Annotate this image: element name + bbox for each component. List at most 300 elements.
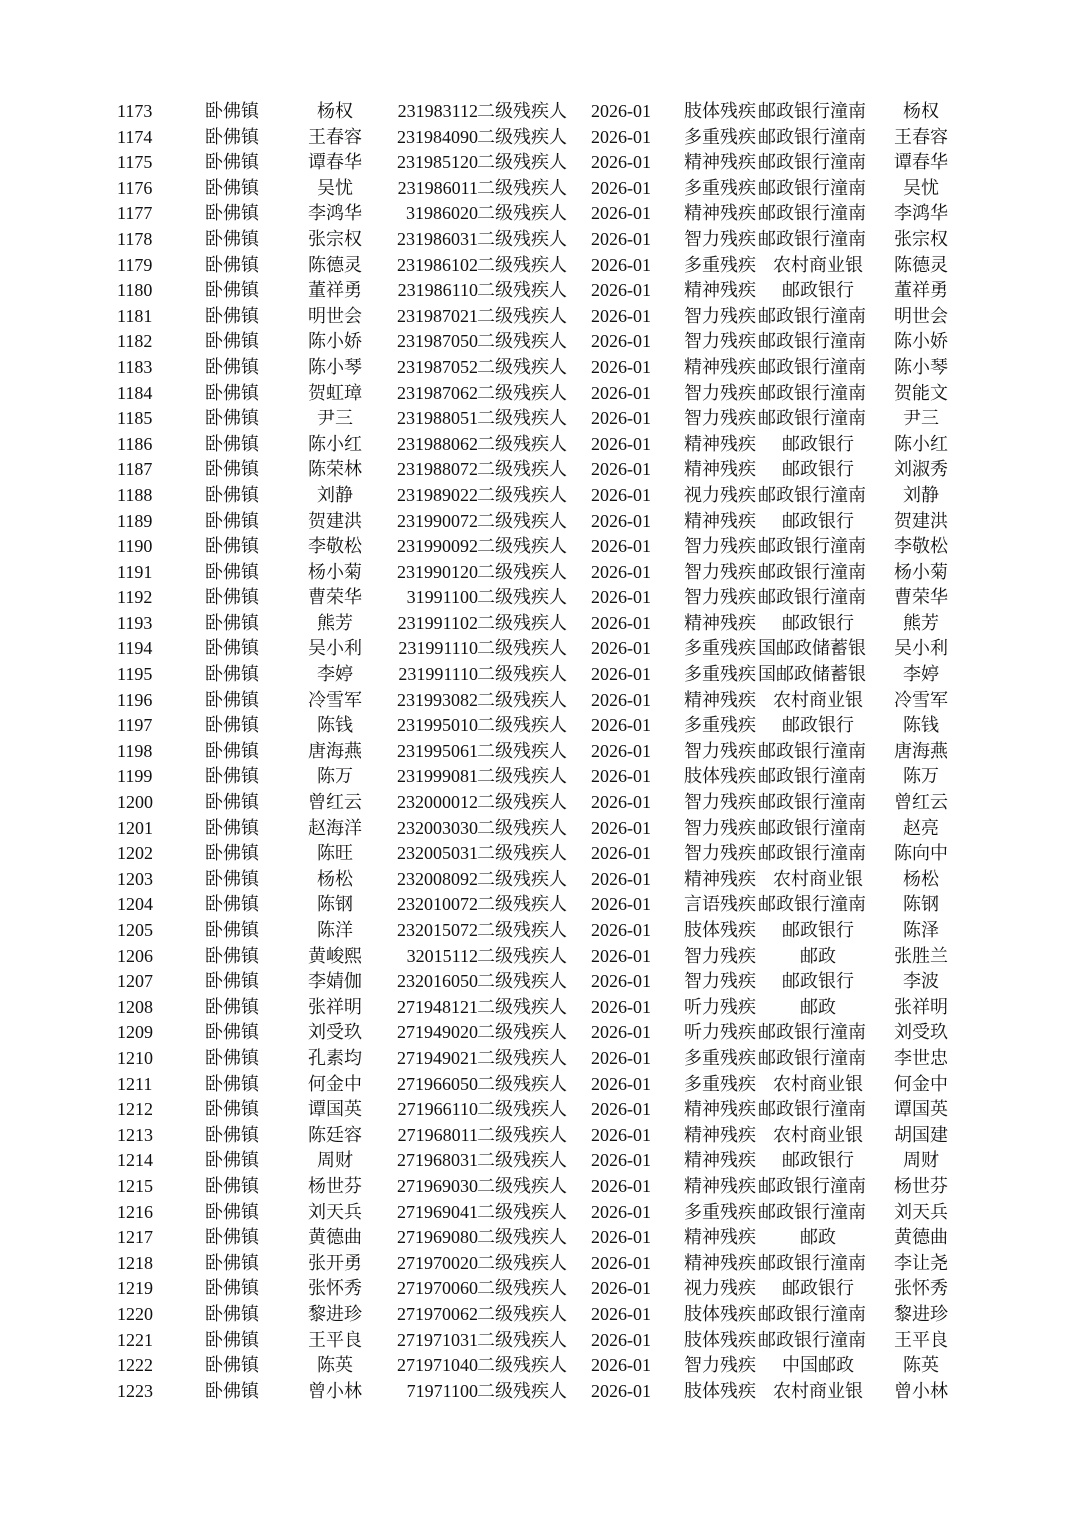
name-cell: 熊芳 (317, 612, 353, 634)
month-cell: 2026-01 (591, 766, 651, 787)
disability-type-cell: 精神残疾 (684, 280, 756, 302)
row-number-cell: 1177 (117, 203, 153, 224)
bank-cell: 农村商业银 (773, 689, 863, 711)
bank-cell: 邮政银行潼南 (758, 1329, 866, 1351)
name-cell: 何金中 (308, 1073, 362, 1095)
name-cell: 陈德灵 (308, 254, 362, 276)
township-cell: 卧佛镇 (205, 1252, 259, 1274)
table-row (0, 1328, 1075, 1354)
name-cell: 杨世芬 (308, 1175, 362, 1197)
bank-cell: 邮政 (800, 945, 836, 967)
name-cell: 谭国英 (308, 1099, 362, 1121)
disability-type-cell: 智力残疾 (684, 228, 756, 250)
township-cell: 卧佛镇 (205, 612, 259, 634)
table-row (0, 944, 1075, 970)
bank-cell: 邮政银行潼南 (758, 817, 866, 839)
month-cell: 2026-01 (591, 561, 651, 582)
disability-grade-cell: 二级残疾人 (477, 1252, 567, 1274)
township-cell: 卧佛镇 (205, 740, 259, 762)
row-number-cell: 1176 (117, 177, 153, 198)
name-cell: 王春容 (308, 126, 362, 148)
row-number-cell: 1184 (117, 382, 153, 403)
id-number-cell: 271969080 (397, 1227, 478, 1248)
disability-type-cell: 肢体残疾 (684, 1329, 756, 1351)
name-cell: 陈钱 (317, 715, 353, 737)
township-cell: 卧佛镇 (205, 561, 259, 583)
recipient-cell: 杨小菊 (894, 561, 948, 583)
disability-type-cell: 精神残疾 (684, 459, 756, 481)
disability-type-cell: 多重残疾 (684, 1047, 756, 1069)
name-cell: 张宗权 (308, 228, 362, 250)
row-number-cell: 1210 (117, 1047, 153, 1068)
id-number-cell: 271966050 (397, 1073, 478, 1094)
recipient-cell: 李婷 (903, 664, 939, 686)
disability-type-cell: 智力残疾 (684, 536, 756, 558)
row-number-cell: 1186 (117, 433, 153, 454)
month-cell: 2026-01 (591, 894, 651, 915)
disability-grade-cell: 二级残疾人 (477, 101, 567, 122)
disability-grade-cell: 二级残疾人 (477, 305, 567, 327)
name-cell: 杨权 (317, 101, 353, 122)
table-row (0, 1302, 1075, 1328)
disability-grade-cell: 二级残疾人 (477, 1073, 567, 1095)
disability-grade-cell: 二级残疾人 (477, 1201, 567, 1223)
township-cell: 卧佛镇 (205, 408, 259, 430)
bank-cell: 中国邮政 (782, 1355, 854, 1377)
recipient-cell: 陈德灵 (894, 254, 948, 276)
recipient-cell: 黎进珍 (894, 1303, 948, 1325)
row-number-cell: 1204 (117, 894, 153, 915)
table-row (0, 457, 1075, 483)
disability-type-cell: 智力残疾 (684, 792, 756, 814)
disability-type-cell: 智力残疾 (684, 408, 756, 430)
name-cell: 刘受玖 (308, 1022, 362, 1044)
disability-grade-cell: 二级残疾人 (477, 843, 567, 865)
disability-grade-cell: 二级残疾人 (477, 664, 567, 686)
month-cell: 2026-01 (591, 996, 651, 1017)
name-cell: 谭春华 (308, 152, 362, 174)
id-number-cell: 231991110 (398, 638, 478, 659)
bank-cell: 农村商业银 (773, 1073, 863, 1095)
id-number-cell: 231990120 (397, 561, 478, 582)
month-cell: 2026-01 (591, 792, 651, 813)
bank-cell: 农村商业银 (773, 254, 863, 276)
month-cell: 2026-01 (591, 126, 651, 147)
recipient-cell: 曾红云 (894, 792, 948, 814)
disability-type-cell: 精神残疾 (684, 612, 756, 634)
recipient-cell: 陈万 (903, 766, 939, 788)
row-number-cell: 1215 (117, 1175, 153, 1196)
table-row (0, 1123, 1075, 1149)
month-cell: 2026-01 (591, 612, 651, 633)
id-number-cell: 232005031 (397, 843, 478, 864)
name-cell: 曾红云 (308, 792, 362, 814)
name-cell: 陈英 (317, 1355, 353, 1377)
month-cell: 2026-01 (591, 254, 651, 275)
recipient-cell: 黄德曲 (894, 1227, 948, 1249)
name-cell: 李婧伽 (308, 971, 362, 993)
disability-grade-cell: 二级残疾人 (477, 945, 567, 967)
month-cell: 2026-01 (591, 510, 651, 531)
bank-cell: 国邮政储蓄银 (758, 664, 866, 686)
row-number-cell: 1202 (117, 843, 153, 864)
bank-cell: 邮政银行潼南 (758, 305, 866, 327)
disability-grade-cell: 二级残疾人 (477, 971, 567, 993)
recipient-cell: 李世忠 (894, 1047, 948, 1069)
disability-type-cell: 精神残疾 (684, 1124, 756, 1146)
month-cell: 2026-01 (591, 356, 651, 377)
disability-grade-cell: 二级残疾人 (477, 1380, 567, 1402)
row-number-cell: 1222 (117, 1355, 153, 1376)
id-number-cell: 231986011 (397, 177, 478, 198)
table-row (0, 918, 1075, 944)
name-cell: 孔素均 (308, 1047, 362, 1069)
name-cell: 陈钢 (317, 894, 353, 916)
township-cell: 卧佛镇 (205, 484, 259, 506)
bank-cell: 邮政银行 (782, 971, 854, 993)
row-number-cell: 1207 (117, 971, 153, 992)
month-cell: 2026-01 (591, 459, 651, 480)
month-cell: 2026-01 (591, 331, 651, 352)
row-number-cell: 1217 (117, 1227, 153, 1248)
bank-cell: 邮政 (800, 1227, 836, 1249)
table-row (0, 662, 1075, 688)
table-row (0, 483, 1075, 509)
township-cell: 卧佛镇 (205, 305, 259, 327)
disability-grade-cell: 二级残疾人 (477, 868, 567, 890)
month-cell: 2026-01 (591, 536, 651, 557)
month-cell: 2026-01 (591, 177, 651, 198)
recipient-cell: 李波 (903, 971, 939, 993)
id-number-cell: 231995010 (397, 715, 478, 736)
recipient-cell: 谭春华 (894, 152, 948, 174)
disability-grade-cell: 二级残疾人 (477, 484, 567, 506)
bank-cell: 邮政银行潼南 (758, 1252, 866, 1274)
month-cell: 2026-01 (591, 664, 651, 685)
month-cell: 2026-01 (591, 1380, 651, 1401)
recipient-cell: 刘淑秀 (894, 459, 948, 481)
id-number-cell: 31986020 (406, 203, 478, 224)
recipient-cell: 董祥勇 (894, 280, 948, 302)
disability-type-cell: 智力残疾 (684, 971, 756, 993)
row-number-cell: 1201 (117, 817, 153, 838)
name-cell: 尹三 (317, 408, 353, 430)
name-cell: 李敬松 (308, 536, 362, 558)
township-cell: 卧佛镇 (205, 945, 259, 967)
month-cell: 2026-01 (591, 1303, 651, 1324)
disability-grade-cell: 二级残疾人 (477, 920, 567, 941)
month-cell: 2026-01 (591, 1099, 651, 1120)
recipient-cell: 陈小红 (894, 433, 948, 455)
row-number-cell: 1182 (117, 331, 153, 352)
disability-type-cell: 精神残疾 (684, 689, 756, 711)
row-number-cell: 1178 (117, 228, 153, 249)
row-number-cell: 1183 (117, 356, 153, 377)
township-cell: 卧佛镇 (205, 331, 259, 353)
disability-grade-cell: 二级残疾人 (477, 612, 567, 634)
disability-type-cell: 听力残疾 (684, 1022, 756, 1044)
recipient-cell: 吴小利 (894, 638, 948, 660)
month-cell: 2026-01 (591, 920, 651, 940)
id-number-cell: 231986031 (397, 228, 478, 249)
disability-type-cell: 多重残疾 (684, 715, 756, 737)
disability-grade-cell: 二级残疾人 (477, 126, 567, 148)
disability-type-cell: 肢体残疾 (684, 101, 756, 122)
name-cell: 贺建洪 (308, 510, 362, 532)
recipient-cell: 王平良 (894, 1329, 948, 1351)
disability-grade-cell: 二级残疾人 (477, 1329, 567, 1351)
id-number-cell: 232008092 (397, 868, 478, 889)
id-number-cell: 231987050 (397, 331, 478, 352)
disability-grade-cell: 二级残疾人 (477, 1175, 567, 1197)
disability-type-cell: 肢体残疾 (684, 1380, 756, 1402)
disability-grade-cell: 二级残疾人 (477, 1278, 567, 1300)
township-cell: 卧佛镇 (205, 587, 259, 609)
disability-type-cell: 精神残疾 (684, 152, 756, 174)
row-number-cell: 1197 (117, 715, 153, 736)
disability-type-cell: 精神残疾 (684, 1227, 756, 1249)
disability-grade-cell: 二级残疾人 (477, 331, 567, 353)
row-number-cell: 1223 (117, 1380, 153, 1401)
disability-type-cell: 智力残疾 (684, 817, 756, 839)
name-cell: 张怀秀 (308, 1278, 362, 1300)
row-number-cell: 1216 (117, 1201, 153, 1222)
id-number-cell: 232016050 (397, 971, 478, 992)
recipient-cell: 周财 (903, 1150, 939, 1172)
disability-grade-cell: 二级残疾人 (477, 996, 567, 1018)
table-row (0, 560, 1075, 586)
recipient-cell: 贺建洪 (894, 510, 948, 532)
disability-type-cell: 精神残疾 (684, 356, 756, 378)
name-cell: 陈小红 (308, 433, 362, 455)
table-row (0, 1097, 1075, 1123)
table-row (0, 253, 1075, 279)
month-cell: 2026-01 (591, 484, 651, 505)
bank-cell: 邮政银行潼南 (758, 1303, 866, 1325)
table-row (0, 1353, 1075, 1379)
bank-cell: 农村商业银 (773, 1124, 863, 1146)
row-number-cell: 1203 (117, 868, 153, 889)
row-number-cell: 1194 (117, 638, 153, 659)
table-row (0, 995, 1075, 1021)
month-cell: 2026-01 (591, 1175, 651, 1196)
disability-grade-cell: 二级残疾人 (477, 1303, 567, 1325)
month-cell: 2026-01 (591, 843, 651, 864)
recipient-cell: 陈小娇 (894, 331, 948, 353)
id-number-cell: 271971031 (397, 1329, 478, 1350)
township-cell: 卧佛镇 (205, 1329, 259, 1351)
recipient-cell: 尹三 (903, 408, 939, 430)
disability-grade-cell: 二级残疾人 (477, 177, 567, 199)
disability-grade-cell: 二级残疾人 (477, 1099, 567, 1121)
disability-type-cell: 智力残疾 (684, 945, 756, 967)
month-cell: 2026-01 (591, 1124, 651, 1145)
month-cell: 2026-01 (591, 971, 651, 992)
row-number-cell: 1189 (117, 510, 153, 531)
table-row (0, 1148, 1075, 1174)
township-cell: 卧佛镇 (205, 868, 259, 890)
bank-cell: 邮政银行潼南 (758, 228, 866, 250)
name-cell: 陈小娇 (308, 331, 362, 353)
recipient-cell: 陈钱 (903, 715, 939, 737)
bank-cell: 邮政银行 (782, 1278, 854, 1300)
table-row (0, 688, 1075, 714)
name-cell: 李婷 (317, 664, 353, 686)
name-cell: 陈旺 (317, 843, 353, 865)
bank-cell: 邮政银行潼南 (758, 894, 866, 916)
id-number-cell: 271949021 (397, 1047, 478, 1068)
month-cell: 2026-01 (591, 1227, 651, 1248)
row-number-cell: 1179 (117, 254, 153, 275)
id-number-cell: 271948121 (397, 996, 478, 1017)
disability-type-cell: 多重残疾 (684, 638, 756, 660)
id-number-cell: 231986110 (397, 280, 478, 301)
disability-grade-cell: 二级残疾人 (477, 356, 567, 378)
name-cell: 曾小林 (308, 1380, 362, 1402)
table-row (0, 509, 1075, 535)
recipient-cell: 杨权 (903, 101, 939, 122)
month-cell: 2026-01 (591, 101, 651, 121)
id-number-cell: 271968011 (397, 1124, 478, 1145)
recipient-cell: 刘受玖 (894, 1022, 948, 1044)
bank-cell: 邮政银行潼南 (758, 331, 866, 353)
bank-cell: 邮政 (800, 996, 836, 1018)
row-number-cell: 1221 (117, 1329, 153, 1350)
township-cell: 卧佛镇 (205, 1150, 259, 1172)
recipient-cell: 李鸿华 (894, 203, 948, 225)
bank-cell: 邮政银行潼南 (758, 382, 866, 404)
row-number-cell: 1195 (117, 664, 153, 685)
name-cell: 吴忧 (317, 177, 353, 199)
table-row (0, 1200, 1075, 1226)
township-cell: 卧佛镇 (205, 1201, 259, 1223)
id-number-cell: 231986102 (397, 254, 478, 275)
township-cell: 卧佛镇 (205, 1022, 259, 1044)
table-row (0, 764, 1075, 790)
name-cell: 冷雪军 (308, 689, 362, 711)
month-cell: 2026-01 (591, 382, 651, 403)
id-number-cell: 231991110 (398, 664, 478, 685)
id-number-cell: 231989022 (397, 484, 478, 505)
month-cell: 2026-01 (591, 1022, 651, 1043)
month-cell: 2026-01 (591, 433, 651, 454)
recipient-cell: 曹荣华 (894, 587, 948, 609)
id-number-cell: 231984090 (397, 126, 478, 147)
recipient-cell: 何金中 (894, 1073, 948, 1095)
bank-cell: 邮政银行 (782, 510, 854, 532)
id-number-cell: 232003030 (397, 817, 478, 838)
table-row (0, 790, 1075, 816)
name-cell: 黄德曲 (308, 1227, 362, 1249)
disability-type-cell: 视力残疾 (684, 1278, 756, 1300)
township-cell: 卧佛镇 (205, 177, 259, 199)
name-cell: 杨小菊 (308, 561, 362, 583)
row-number-cell: 1206 (117, 945, 153, 966)
disability-type-cell: 肢体残疾 (684, 1303, 756, 1325)
bank-cell: 国邮政储蓄银 (758, 638, 866, 660)
row-number-cell: 1214 (117, 1150, 153, 1171)
table-row (0, 1072, 1075, 1098)
name-cell: 陈万 (317, 766, 353, 788)
id-number-cell: 271970060 (397, 1278, 478, 1299)
disability-type-cell: 智力残疾 (684, 587, 756, 609)
disability-grade-cell: 二级残疾人 (477, 228, 567, 250)
township-cell: 卧佛镇 (205, 254, 259, 276)
id-number-cell: 271970062 (397, 1303, 478, 1324)
township-cell: 卧佛镇 (205, 228, 259, 250)
township-cell: 卧佛镇 (205, 459, 259, 481)
month-cell: 2026-01 (591, 1355, 651, 1376)
table-row (0, 99, 1075, 125)
id-number-cell: 231988062 (397, 433, 478, 454)
month-cell: 2026-01 (591, 945, 651, 966)
id-number-cell: 231987052 (397, 356, 478, 377)
row-number-cell: 1220 (117, 1303, 153, 1324)
recipient-cell: 熊芳 (903, 612, 939, 634)
table-row (0, 329, 1075, 355)
township-cell: 卧佛镇 (205, 280, 259, 302)
township-cell: 卧佛镇 (205, 920, 259, 941)
id-number-cell: 231988072 (397, 459, 478, 480)
recipient-cell: 胡国建 (894, 1124, 948, 1146)
row-number-cell: 1209 (117, 1022, 153, 1043)
table-row (0, 355, 1075, 381)
disability-type-cell: 精神残疾 (684, 510, 756, 532)
table-row (0, 892, 1075, 918)
township-cell: 卧佛镇 (205, 126, 259, 148)
recipient-cell: 李敬松 (894, 536, 948, 558)
bank-cell: 邮政银行潼南 (758, 587, 866, 609)
table-row (0, 304, 1075, 330)
row-number-cell: 1181 (117, 305, 153, 326)
township-cell: 卧佛镇 (205, 152, 259, 174)
table-row (0, 1020, 1075, 1046)
disability-type-cell: 多重残疾 (684, 254, 756, 276)
table-row (0, 1046, 1075, 1072)
month-cell: 2026-01 (591, 868, 651, 889)
disability-type-cell: 智力残疾 (684, 740, 756, 762)
name-cell: 刘静 (317, 484, 353, 506)
recipient-cell: 王春容 (894, 126, 948, 148)
table-row (0, 713, 1075, 739)
disability-type-cell: 精神残疾 (684, 1150, 756, 1172)
disability-grade-cell: 二级残疾人 (477, 254, 567, 276)
disability-type-cell: 智力残疾 (684, 305, 756, 327)
disability-grade-cell: 二级残疾人 (477, 1227, 567, 1249)
table-row (0, 1379, 1075, 1405)
township-cell: 卧佛镇 (205, 817, 259, 839)
name-cell: 贺虹璋 (308, 382, 362, 404)
disability-grade-cell: 二级残疾人 (477, 1124, 567, 1146)
row-number-cell: 1175 (117, 152, 153, 173)
month-cell: 2026-01 (591, 817, 651, 838)
row-number-cell: 1212 (117, 1099, 153, 1120)
recipient-cell: 张胜兰 (894, 945, 948, 967)
table-row (0, 585, 1075, 611)
bank-cell: 邮政银行潼南 (758, 1047, 866, 1069)
township-cell: 卧佛镇 (205, 1124, 259, 1146)
name-cell: 杨松 (317, 868, 353, 890)
bank-cell: 农村商业银 (773, 868, 863, 890)
id-number-cell: 232010072 (397, 894, 478, 915)
disability-grade-cell: 二级残疾人 (477, 740, 567, 762)
table-row (0, 1174, 1075, 1200)
disability-grade-cell: 二级残疾人 (477, 817, 567, 839)
name-cell: 黎进珍 (308, 1303, 362, 1325)
township-cell: 卧佛镇 (205, 664, 259, 686)
township-cell: 卧佛镇 (205, 1355, 259, 1377)
id-number-cell: 32015112 (406, 945, 478, 966)
